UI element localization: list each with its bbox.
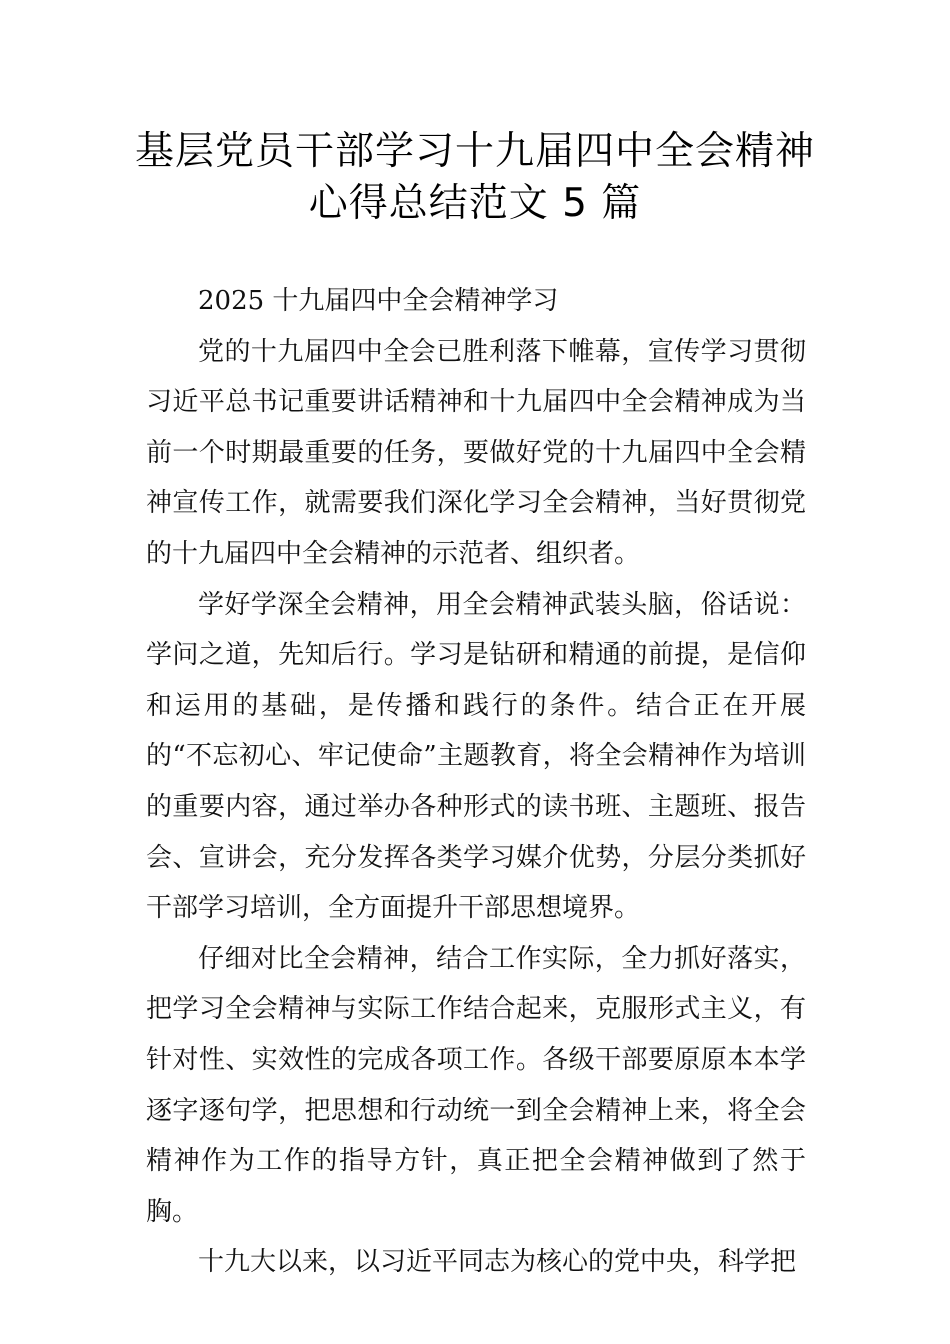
document-title-line-1: 基层党员干部学习十九届四中全会精神	[134, 129, 815, 174]
subtitle-paragraph: 2025 十九届四中全会精神学习	[198, 286, 559, 316]
document-title-line-2: 心得总结范文 5 篇	[308, 181, 642, 226]
body-paragraph: 学好学深全会精神，用全会精神武装头脑，俗话说：学问之道，先知后行。学习是钻研和精通的前提，是信仰和运用的基础，是传播和践行的条件。结合正在开展的“不忘初心、牢记使命”主题教育，将全会精神作为培训的重要内容，通过举办各种形式的读书班、主题班、报告会、宣讲会，充分发挥各类学习媒介优势，分层分类抓好干部学习培训，全方面提升干部思想境界。	[146, 589, 806, 924]
document-body	[146, 276, 806, 1288]
body-paragraph: 十九大以来，以习近平同志为核心的党中央，科学把	[198, 1247, 797, 1278]
body-paragraph: 党的十九届四中全会已胜利落下帷幕，宣传学习贯彻习近平总书记重要讲话精神和十九届四中全会精神成为当前一个时期最重要的任务，要做好党的十九届四中全会精神宣传工作，就需要我们深化学习全会精神，当好贯彻党的十九届四中全会精神的示范者、组织者。	[146, 336, 806, 569]
body-paragraph: 仔细对比全会精神，结合工作实际，全力抓好落实，把学习全会精神与实际工作结合起来，克服形式主义，有针对性、实效性的完成各项工作。各级干部要原原本本学逐字逐句学，把思想和行动统一到全会精神上来，将全会精神作为工作的指导方针，真正把全会精神做到了然于胸。	[146, 943, 806, 1227]
